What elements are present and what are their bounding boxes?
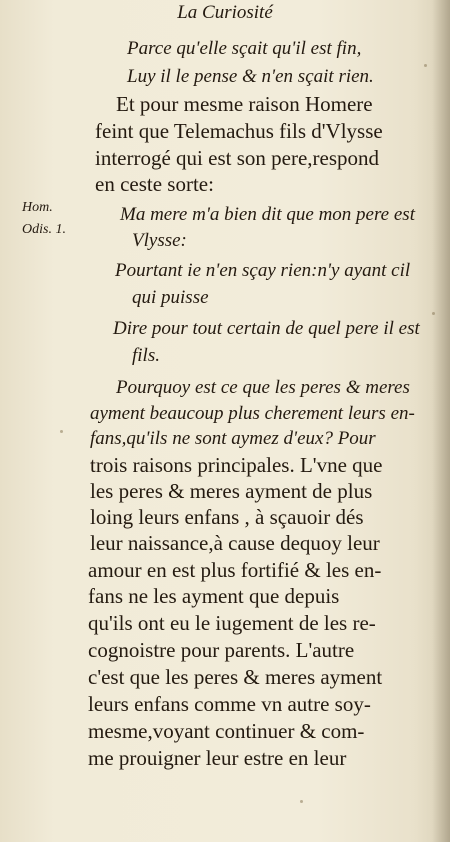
- text-line: Vlysse:: [132, 230, 187, 251]
- text-line: qu'ils ont eu le iugement de les re-: [88, 611, 376, 635]
- text-line: en ceste sorte:: [95, 172, 214, 196]
- text-line: fans,qu'ils ne sont aymez d'eux? Pour: [90, 428, 376, 449]
- running-head: La Curiosité: [177, 2, 273, 23]
- text-line: c'est que les peres & meres ayment: [88, 665, 383, 689]
- text-line: mesme,voyant continuer & com-: [88, 719, 365, 743]
- text-line: ayment beaucoup plus cherement leurs en-: [90, 403, 415, 424]
- text-line: les peres & meres ayment de plus: [90, 479, 373, 503]
- paper-speck: [424, 64, 427, 67]
- text-line: Et pour mesme raison Homere: [116, 92, 373, 116]
- text-line: Pourtant ie n'en sçay rien:n'y ayant cil: [115, 260, 411, 281]
- margin-note-reference: Odis. 1.: [22, 222, 66, 237]
- page-edge-shadow: [432, 0, 450, 842]
- text-line: loing leurs enfans , à sçauoir dés: [90, 505, 364, 529]
- text-line: trois raisons principales. L'vne que: [90, 453, 383, 477]
- text-line: fans ne les ayment que depuis: [88, 584, 340, 608]
- margin-note-author: Hom.: [22, 200, 53, 215]
- text-line: Parce qu'elle sçait qu'il est fin,: [127, 38, 362, 59]
- text-line: fils.: [132, 345, 160, 366]
- text-line: feint que Telemachus fils d'Vlysse: [95, 119, 383, 143]
- paper-speck: [300, 800, 303, 803]
- text-line: leurs enfans comme vn autre soy-: [88, 692, 371, 716]
- text-line: Pourquoy est ce que les peres & meres: [116, 377, 410, 398]
- text-line: cognoistre pour parents. L'autre: [88, 638, 355, 662]
- text-line: qui puisse: [132, 287, 209, 308]
- text-line: amour en est plus fortifié & les en-: [88, 558, 382, 582]
- paper-speck: [432, 312, 435, 315]
- text-line: leur naissance,à cause dequoy leur: [90, 531, 380, 555]
- text-line: Luy il le pense & n'en sçait rien.: [127, 66, 374, 87]
- paper-speck: [60, 430, 63, 433]
- text-line: Dire pour tout certain de quel pere il est: [113, 318, 420, 339]
- text-line: interrogé qui est son pere,respond: [95, 146, 380, 170]
- text-line: me prouigner leur estre en leur: [88, 746, 347, 770]
- text-line: Ma mere m'a bien dit que mon pere est: [120, 204, 415, 225]
